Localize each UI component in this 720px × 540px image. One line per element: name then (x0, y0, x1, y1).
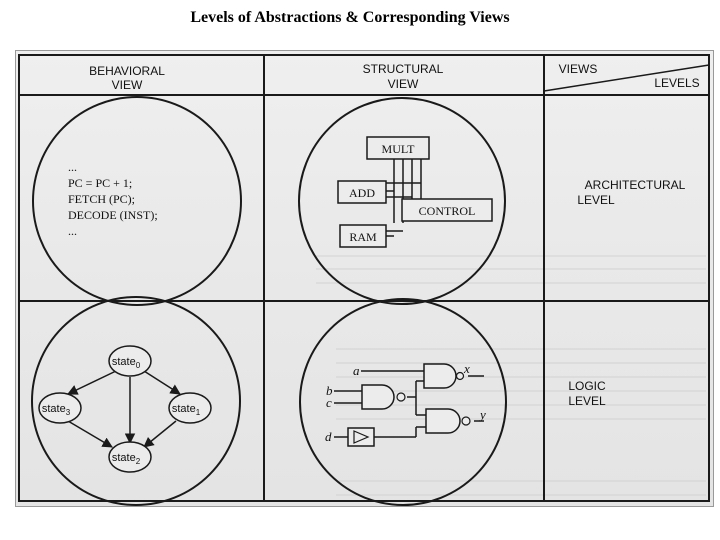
levels-header: LEVELS (654, 76, 700, 90)
architectural-level-line1: ARCHITECTURAL (584, 178, 686, 192)
state-node-1 (169, 393, 211, 423)
block-control (402, 199, 492, 221)
output-x-label: x (464, 361, 470, 376)
block-mult-label: MULT (381, 142, 415, 156)
code-line-3: FETCH (PC); (68, 192, 136, 206)
state-transitions (65, 371, 180, 447)
logic-level-line1: LOGIC (568, 379, 606, 393)
code-line-4: DECODE (INST); (68, 208, 158, 222)
logic-level-line2: LEVEL (568, 394, 606, 408)
state-node-0 (109, 346, 151, 376)
state-1-label: state (171, 403, 196, 415)
behavioral-header-line1: BEHAVIORAL (89, 64, 165, 78)
input-c-label: c (326, 395, 332, 410)
behavioral-architectural-circle (33, 97, 241, 305)
input-a-label: a (353, 363, 360, 378)
buffer-gate (348, 428, 374, 446)
input-d-label: d (325, 429, 332, 444)
scan-bleed-lines (316, 256, 706, 495)
block-add-label: ADD (349, 186, 375, 200)
state-3-label: state (41, 403, 66, 415)
block-ram-label: RAM (349, 230, 377, 244)
behavioral-header-line2: VIEW (111, 78, 143, 92)
block-ram (340, 225, 386, 247)
scanned-figure (15, 50, 714, 507)
architectural-level-line2: LEVEL (577, 193, 615, 207)
input-b-label: b (326, 383, 333, 398)
block-interconnect (386, 159, 421, 236)
state-node-3 (39, 393, 81, 423)
state-2-sub: 2 (135, 457, 141, 466)
code-line-1: ... (68, 160, 77, 174)
state-2-label: state (111, 452, 136, 464)
state-3-sub: 3 (65, 408, 71, 417)
state-node-2 (109, 442, 151, 472)
views-header: VIEWS (558, 62, 598, 76)
block-add (338, 181, 386, 203)
block-mult (367, 137, 429, 159)
state-1-sub: 1 (195, 408, 201, 417)
structural-header-line1: STRUCTURAL (362, 62, 444, 76)
state-0-label: state (111, 356, 136, 368)
nand-gate-bottom (426, 409, 470, 433)
behavioral-code (68, 160, 158, 238)
state-0-sub: 0 (135, 361, 141, 370)
output-y-label: y (480, 407, 486, 422)
and-gate-top (424, 364, 464, 388)
code-line-5: ... (68, 224, 77, 238)
gate-wiring (334, 371, 484, 437)
slide-title: Levels of Abstractions & Corresponding Views (190, 9, 510, 26)
structural-header-line2: VIEW (387, 77, 419, 91)
block-control-label: CONTROL (418, 204, 476, 218)
abstraction-levels-diagram (16, 51, 713, 506)
code-line-2: PC = PC + 1; (68, 176, 133, 190)
